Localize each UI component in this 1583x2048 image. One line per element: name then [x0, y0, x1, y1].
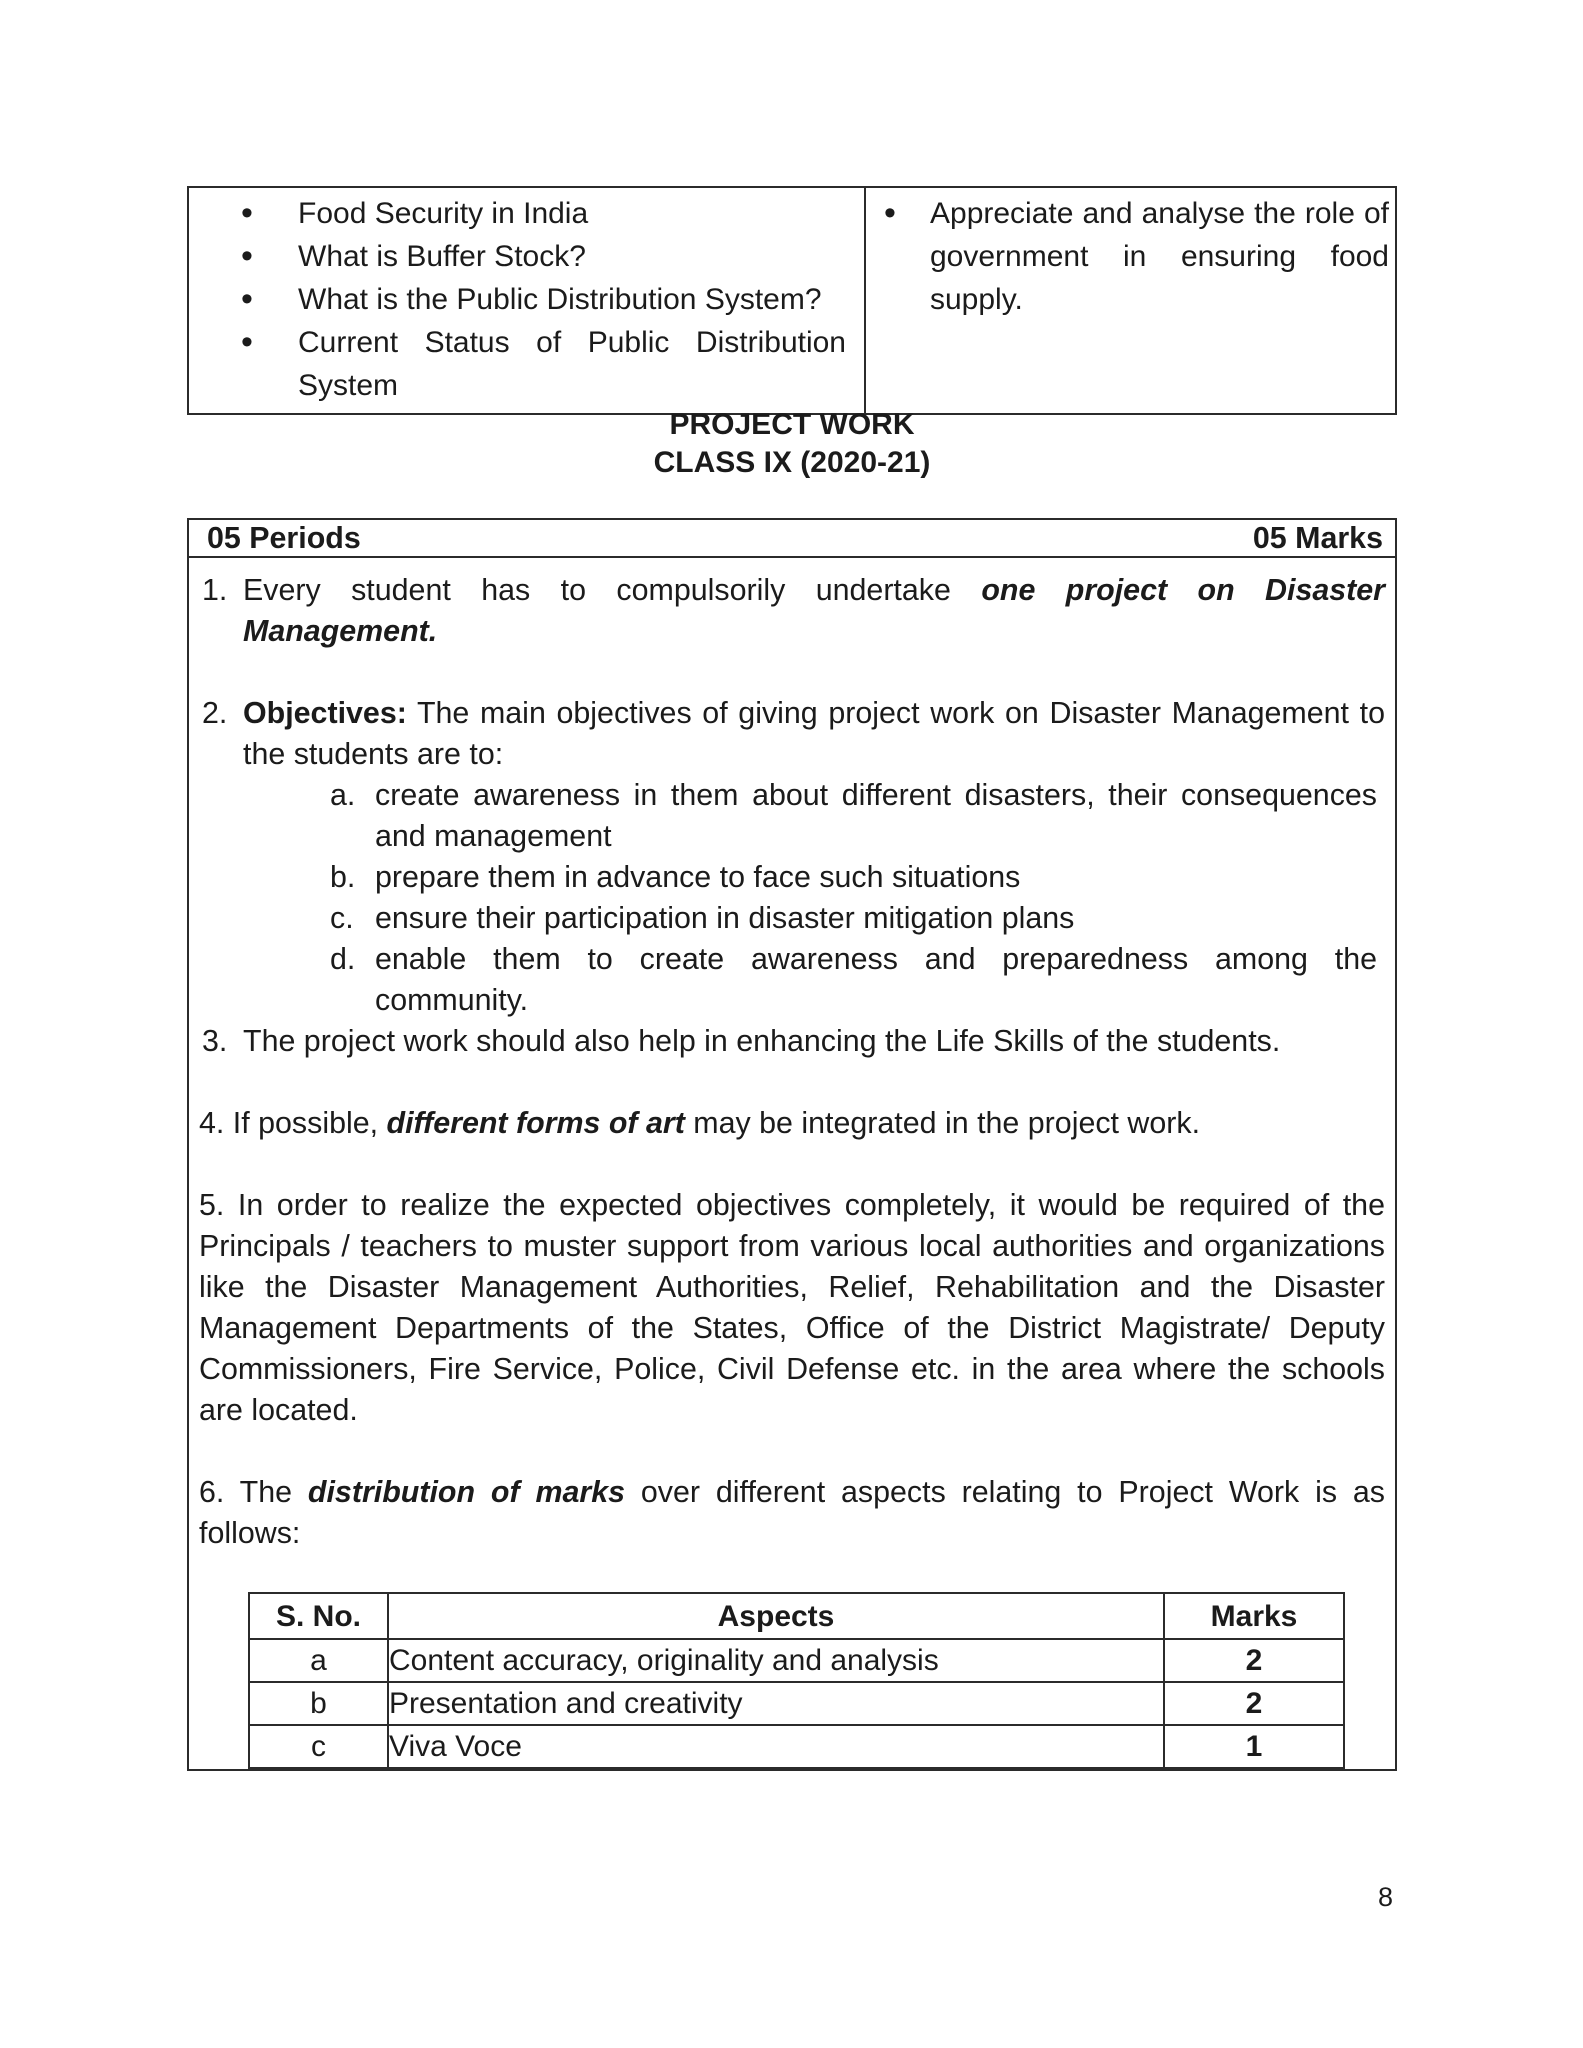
objective-letter: d. — [330, 942, 356, 976]
row-marks: 1 — [1164, 1725, 1344, 1768]
topics-list-left — [189, 192, 864, 407]
objective-letter: a. — [330, 778, 356, 812]
periods-label: 05 Periods — [207, 521, 361, 555]
objective-text: ensure their participation in disaster mitigation plans — [375, 901, 1075, 935]
item-2-number: 2. — [202, 696, 228, 730]
topics-table-left-cell — [189, 188, 864, 413]
class-title: CLASS IX (2020-21) — [653, 446, 931, 479]
project-work-box — [187, 518, 1397, 1771]
objective-item-b — [199, 857, 1385, 898]
table-row — [249, 1682, 1344, 1725]
objective-letter: b. — [330, 860, 356, 894]
item-6 — [199, 1472, 1385, 1554]
section-heading — [187, 406, 1397, 482]
row-marks: 2 — [1164, 1639, 1344, 1682]
row-marks: 2 — [1164, 1682, 1344, 1725]
item-1 — [199, 570, 1385, 652]
topics-table-right-cell — [864, 188, 1395, 413]
project-box-content — [189, 558, 1395, 1769]
objective-item-d — [199, 939, 1385, 1021]
item-3-number: 3. — [202, 1024, 228, 1058]
row-sno: c — [249, 1725, 388, 1768]
item-6-emphasis: distribution of marks — [307, 1475, 626, 1509]
header-sno: S. No. — [249, 1593, 388, 1639]
marks-distribution-table — [248, 1592, 1345, 1769]
row-sno: b — [249, 1682, 388, 1725]
item-4-emphasis: different forms of art — [386, 1106, 685, 1140]
item-3 — [199, 1021, 1385, 1062]
page-number: 8 — [1378, 1882, 1394, 1912]
item-3-text: The project work should also help in enhancing the Life Skills of the students. — [243, 1024, 1281, 1058]
topics-list-right — [866, 192, 1395, 321]
topic-item: • Appreciate and analyse the role of government in ensuring food supply. — [866, 192, 1395, 321]
row-aspect: Viva Voce — [388, 1725, 1164, 1768]
objective-item-a — [199, 775, 1385, 857]
item-2-text: The main objectives of giving project work on Disaster Management to the students are to: — [243, 696, 1385, 771]
item-6-text: 6. The — [199, 1475, 308, 1509]
topic-item: • Current Status of Public Distribution System — [189, 321, 864, 407]
objective-item-c — [199, 898, 1385, 939]
topic-item: • What is the Public Distribution System? — [189, 278, 864, 321]
item-6-text-post: over different aspects relating to Project Work is as follows: — [199, 1475, 1386, 1550]
item-4-text-post: may be integrated in the project work. — [684, 1106, 1201, 1140]
item-4-text: 4. If possible, — [199, 1106, 387, 1140]
table-row — [249, 1639, 1344, 1682]
table-row — [249, 1725, 1344, 1768]
objective-text: enable them to create awareness and preparedness among the community. — [375, 942, 1377, 1017]
row-aspect: Content accuracy, originality and analysis — [388, 1639, 1164, 1682]
item-2 — [199, 693, 1385, 775]
row-aspect: Presentation and creativity — [388, 1682, 1164, 1725]
header-marks: Marks — [1164, 1593, 1344, 1639]
topic-item: • What is Buffer Stock? — [189, 235, 864, 278]
item-5: 5. In order to realize the expected objectives completely, it would be required of the Principals / teachers to muster support from various local authorities and organizations like the Disaster Management Authorities, Relief, Rehabilitation and the Disaster Management Departments of the States, Office of the District Magistrate/ Deputy Commissioners, Fire Service, Police, Civil Defense etc. in the area where the schools are located. — [199, 1188, 1385, 1427]
item-1-number: 1. — [202, 573, 228, 607]
marks-table-header-row — [249, 1593, 1344, 1639]
header-aspects: Aspects — [388, 1593, 1164, 1639]
objective-text: prepare them in advance to face such situations — [375, 860, 1021, 894]
row-sno: a — [249, 1639, 388, 1682]
item-1-text: Every student has to compulsorily undertake — [243, 573, 982, 607]
objective-letter: c. — [330, 901, 354, 935]
objective-text: create awareness in them about different disasters, their consequences and management — [375, 778, 1377, 853]
topic-item: • Food Security in India — [189, 192, 864, 235]
topics-table — [187, 186, 1397, 415]
project-work-title: PROJECT WORK — [669, 408, 915, 441]
item-2-bold: Objectives: — [243, 696, 407, 730]
periods-marks-header — [189, 520, 1395, 558]
marks-label: 05 Marks — [1252, 521, 1383, 555]
item-1-emphasis: one project on Disaster Management. — [243, 573, 1385, 648]
item-4 — [199, 1103, 1385, 1144]
